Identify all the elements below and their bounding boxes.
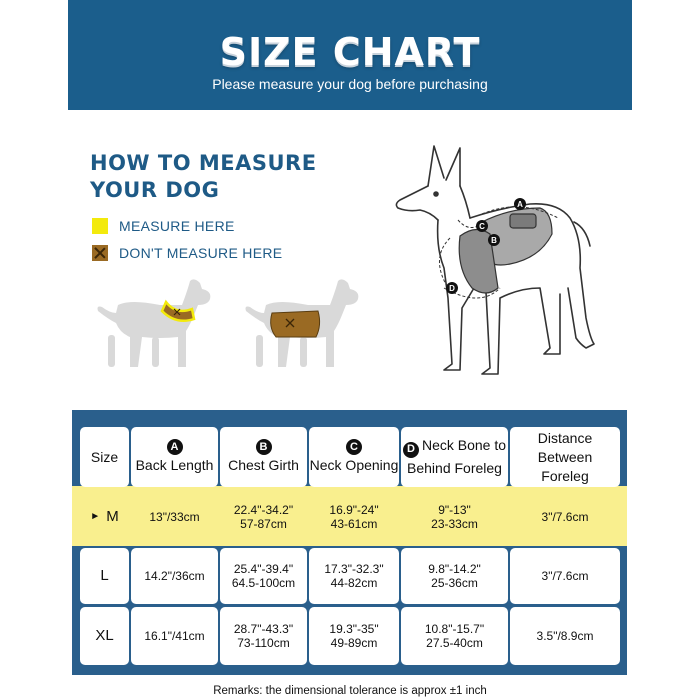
dog-neck-measure-icon xyxy=(90,275,215,375)
row-m-neck xyxy=(309,489,399,544)
row-l-distance xyxy=(510,548,620,604)
header-neck-opening xyxy=(309,427,399,487)
legend-dont-measure-label: DON'T MEASURE HERE xyxy=(119,245,283,261)
diagram-label-b: B xyxy=(491,236,497,245)
row-l-foreleg xyxy=(401,548,508,604)
diagram-label-a: A xyxy=(517,200,523,209)
header-banner xyxy=(68,0,632,110)
dog-harness-diagram xyxy=(390,138,610,383)
header-foreleg-line-2: Behind Foreleg xyxy=(407,459,502,476)
row-xl-neck-cm: 49-89cm xyxy=(330,636,378,650)
row-l-neck-in: 17.3"-32.3" xyxy=(324,562,384,576)
row-xl-back xyxy=(131,607,218,665)
row-l-chest-in: 25.4"-39.4" xyxy=(233,562,294,576)
row-l-chest-cm: 64.5-100cm xyxy=(231,576,296,590)
row-m-chest-cm: 57-87cm xyxy=(240,516,287,531)
header-size xyxy=(80,427,129,487)
header-chest-girth xyxy=(220,427,307,487)
row-l-neck-cm: 44-82cm xyxy=(330,576,378,590)
row-xl-chest xyxy=(220,607,307,665)
header-back-length-label: Back Length xyxy=(135,457,214,473)
size-xl-label: XL xyxy=(95,627,114,644)
row-l-back xyxy=(131,548,218,604)
row-xl-distance xyxy=(510,607,620,665)
row-l-foreleg-in: 9.8"-14.2" xyxy=(428,562,481,576)
table-row-xl-size xyxy=(80,607,129,665)
row-m-neck-in: 16.9"-24" xyxy=(329,502,379,517)
how-to-measure-heading xyxy=(90,150,330,204)
row-l-neck xyxy=(309,548,399,604)
size-m-label: M xyxy=(106,507,119,525)
badge-b-icon: B xyxy=(256,439,272,455)
how-to-line-2: YOUR DOG xyxy=(90,178,220,202)
row-xl-chest-in: 28.7"-43.3" xyxy=(233,622,294,636)
remarks-note: Remarks: the dimensional tolerance is approx ±1 inch xyxy=(213,685,487,697)
row-l-foreleg-cm: 25-36cm xyxy=(431,576,478,590)
header-size-label: Size xyxy=(90,448,119,465)
legend-dont-measure xyxy=(92,244,282,262)
row-m-chest xyxy=(220,489,307,544)
legend-measure xyxy=(92,217,235,235)
yellow-swatch-icon xyxy=(92,218,108,234)
row-m-foreleg-in: 9"-13" xyxy=(438,502,471,517)
row-m-back-value: 13"/33cm xyxy=(149,509,200,524)
header-distance-between-foreleg xyxy=(510,427,620,487)
page-title: SIZE CHART xyxy=(219,30,481,74)
header-neck-to-foreleg xyxy=(401,427,508,487)
row-m-foreleg xyxy=(401,489,508,544)
row-l-chest xyxy=(220,548,307,604)
row-xl-chest-cm: 73-110cm xyxy=(237,636,290,650)
row-m-chest-in: 22.4"-34.2" xyxy=(233,502,294,517)
row-l-distance-value: 3"/7.6cm xyxy=(541,569,589,583)
row-xl-back-value: 16.1"/41cm xyxy=(144,629,205,643)
header-distance-line-2: Foreleg xyxy=(541,467,589,484)
badge-d-icon: D xyxy=(403,442,419,458)
how-to-line-1: HOW TO MEASURE xyxy=(90,151,317,175)
crossed-brown-swatch-icon xyxy=(92,245,108,261)
header-distance-line-1: Distance Between xyxy=(537,429,593,465)
row-xl-neck xyxy=(309,607,399,665)
header-neck-opening-label: Neck Opening xyxy=(309,457,399,473)
row-xl-foreleg xyxy=(401,607,508,665)
row-m-distance-value: 3"/7.6cm xyxy=(541,509,589,524)
header-foreleg-line-1: Neck Bone to xyxy=(421,437,507,454)
row-xl-neck-in: 19.3"-35" xyxy=(329,622,379,636)
row-m-distance xyxy=(510,489,620,544)
header-back-length xyxy=(131,427,218,487)
diagram-label-d: D xyxy=(449,284,455,293)
row-xl-foreleg-in: 10.8"-15.7" xyxy=(424,622,485,636)
dog-chest-measure-icon xyxy=(238,275,363,375)
badge-c-icon: C xyxy=(346,439,362,455)
table-row-m-size xyxy=(80,489,129,544)
row-xl-distance-value: 3.5"/8.9cm xyxy=(536,629,594,643)
row-m-back xyxy=(131,489,218,544)
row-m-neck-cm: 43-61cm xyxy=(330,516,378,531)
row-m-foreleg-cm: 23-33cm xyxy=(431,516,478,531)
table-row-l-size xyxy=(80,548,129,604)
header-chest-girth-label: Chest Girth xyxy=(228,457,299,473)
row-xl-foreleg-cm: 27.5-40cm xyxy=(426,636,483,650)
size-l-label: L xyxy=(100,567,109,584)
badge-a-icon: A xyxy=(167,439,183,455)
diagram-label-c: C xyxy=(479,222,485,231)
page-subtitle: Please measure your dog before purchasing xyxy=(212,76,488,92)
row-l-back-value: 14.2"/36cm xyxy=(144,569,205,583)
legend-measure-label: MEASURE HERE xyxy=(119,218,235,234)
selected-arrow-icon: ► xyxy=(90,510,101,522)
